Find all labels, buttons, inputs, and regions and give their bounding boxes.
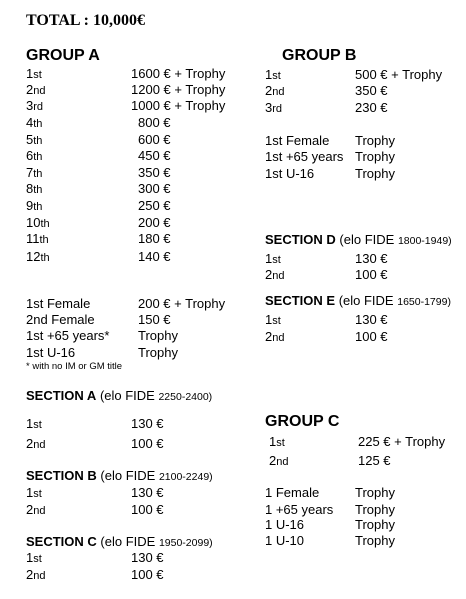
section-e-place	[265, 329, 284, 344]
section-b-amount	[131, 485, 164, 500]
group-a-special-category	[26, 312, 95, 327]
group-a-special-award	[138, 345, 178, 360]
group-c-special-award-value: Trophy	[355, 517, 395, 532]
section-d-amount-value: 130 €	[355, 251, 388, 266]
group-a-place	[26, 198, 42, 213]
section-b-elo-range: 2100-2249)	[158, 471, 213, 483]
group-a-place	[26, 82, 45, 97]
group-b-place-number: 3	[265, 100, 273, 115]
group-b-special-award-value: Trophy	[355, 149, 395, 164]
group-b-place-suffix: rd	[272, 103, 283, 115]
group-a-place-number: 5	[26, 132, 34, 147]
section-d-place	[265, 251, 281, 266]
section-a-place-number: 1	[26, 416, 34, 431]
section-e-amount	[355, 312, 388, 327]
group-a-place-suffix: th	[33, 118, 43, 130]
group-a-place-suffix: th	[33, 201, 43, 213]
section-d-place-number: 1	[265, 251, 273, 266]
group-a-place	[26, 98, 43, 113]
group-c-special-award-value: Trophy	[355, 502, 395, 517]
group-a-place-suffix: th	[33, 184, 43, 196]
section-a-elo-label: (elo FIDE	[99, 388, 155, 403]
group-b-special-category	[265, 166, 314, 181]
group-a-place-number: 11	[26, 231, 40, 246]
section-b-place-number: 1	[26, 485, 34, 500]
group-a-place	[26, 231, 49, 246]
section-c-heading	[26, 534, 213, 549]
section-a-amount-value: 130 €	[131, 416, 164, 431]
section-a-amount	[131, 416, 164, 431]
group-b-amount-value: 350 €	[355, 83, 388, 98]
group-c-special-category	[265, 502, 333, 517]
group-b-special-award-value: Trophy	[355, 166, 395, 181]
section-e-elo-range: 1650-1799)	[397, 296, 451, 308]
section-e-place-suffix: st	[272, 315, 281, 327]
group-a-place-suffix: th	[40, 218, 50, 230]
group-a-amount	[138, 181, 171, 196]
group-c-special-award	[355, 533, 395, 548]
group-a-amount-value: 450 €	[138, 148, 171, 163]
group-b-title: GROUP B	[282, 47, 357, 64]
section-d-place-suffix: nd	[272, 270, 285, 282]
group-b-place	[265, 100, 282, 115]
group-c-amount-value: 125 €	[358, 453, 391, 468]
group-a-title: GROUP A	[26, 47, 100, 64]
group-a-special-category	[26, 328, 109, 343]
group-c-special-category-label: 1 +65 years	[265, 502, 334, 517]
group-b-place	[265, 67, 281, 82]
group-a-special-award-value: Trophy	[138, 328, 178, 343]
section-d-place	[265, 267, 284, 282]
section-d-elo-label: (elo FIDE	[339, 232, 395, 247]
group-a-place-suffix: rd	[33, 101, 44, 113]
section-b-name: SECTION B	[26, 468, 97, 483]
group-a-place-number: 3	[26, 98, 34, 113]
group-a-place-number: 9	[26, 198, 34, 213]
group-c-special-award-value: Trophy	[355, 533, 395, 548]
group-a-place-number: 8	[26, 181, 34, 196]
group-a-special-category-label: 1st +65 years*	[26, 328, 110, 343]
group-a-footnote: * with no IM or GM title	[26, 361, 123, 372]
group-c-special-award-value: Trophy	[355, 485, 395, 500]
group-a-special-category	[26, 296, 90, 311]
group-b-place	[265, 83, 284, 98]
section-d-place-number: 2	[265, 267, 273, 282]
group-c-place-suffix: st	[276, 437, 285, 449]
section-a-place-number: 2	[26, 436, 34, 451]
group-a-place-number: 2	[26, 82, 34, 97]
group-c-special-category-label: 1 Female	[265, 485, 320, 500]
group-b-special-award-value: Trophy	[355, 133, 395, 148]
group-a-amount	[138, 148, 171, 163]
section-e-name: SECTION E	[265, 293, 336, 308]
group-a-amount-value: 800 €	[138, 115, 171, 130]
section-d-amount	[355, 267, 388, 282]
group-a-place	[26, 165, 42, 180]
group-a-place-number: 6	[26, 148, 34, 163]
group-c-place-suffix: nd	[276, 456, 289, 468]
group-a-place-number: 12	[26, 249, 41, 264]
section-d-place-suffix: st	[272, 254, 281, 266]
group-c-place-number: 1	[269, 434, 277, 449]
group-c-special-category-label: 1 U-10	[265, 533, 305, 548]
group-b-amount-value: 230 €	[355, 100, 388, 115]
section-e-place-suffix: nd	[272, 332, 285, 344]
group-a-place	[26, 66, 42, 81]
group-a-special-category-label: 1st Female	[26, 296, 91, 311]
group-a-amount	[138, 231, 171, 246]
section-e-heading	[265, 293, 451, 308]
section-c-place	[26, 567, 45, 582]
section-b-place	[26, 485, 42, 500]
section-c-place-suffix: nd	[33, 570, 46, 582]
group-b-amount	[355, 83, 388, 98]
group-a-place-number: 7	[26, 165, 34, 180]
section-a-place	[26, 416, 42, 431]
group-a-amount-value: 1200 € + Trophy	[131, 82, 226, 97]
group-a-place-suffix: th	[33, 151, 43, 163]
group-a-amount-value: 1000 € + Trophy	[131, 98, 226, 113]
section-e-place-number: 1	[265, 312, 273, 327]
group-b-place-number: 1	[265, 67, 273, 82]
group-a-special-award-value: 150 €	[138, 312, 171, 327]
section-e-amount-value: 100 €	[355, 329, 388, 344]
group-b-place-number: 2	[265, 83, 273, 98]
group-a-amount	[138, 215, 171, 230]
group-c-special-category-label: 1 U-16	[265, 517, 305, 532]
group-a-amount-value: 140 €	[138, 249, 171, 264]
section-d-heading	[265, 232, 452, 247]
group-b-special-category	[265, 149, 343, 164]
group-c-special-award	[355, 485, 395, 500]
section-c-amount-value: 130 €	[131, 550, 164, 565]
group-c-special-category	[265, 533, 304, 548]
group-b-special-award	[355, 149, 395, 164]
group-a-place-suffix: st	[33, 69, 42, 81]
section-a-place	[26, 436, 45, 451]
section-b-place-suffix: nd	[33, 505, 46, 517]
section-c-elo-range: 1950-2099)	[158, 537, 213, 549]
section-c-amount	[131, 550, 164, 565]
group-a-place-number: 1	[26, 66, 34, 81]
group-a-amount	[131, 98, 225, 113]
total-prize-fund: TOTAL : 10,000€	[26, 12, 145, 29]
group-a-place-number: 10	[26, 215, 41, 230]
section-b-amount-value: 100 €	[131, 502, 164, 517]
section-d-elo-range: 1800-1949)	[397, 235, 452, 247]
group-a-place	[26, 132, 42, 147]
group-a-place	[26, 249, 50, 264]
group-a-amount	[138, 115, 171, 130]
section-d-amount	[355, 251, 388, 266]
group-c-place	[269, 453, 288, 468]
group-a-special-award-value: 200 € + Trophy	[138, 296, 226, 311]
group-a-amount	[131, 66, 225, 81]
group-a-amount-value: 300 €	[138, 181, 171, 196]
group-a-place-suffix: nd	[33, 85, 46, 97]
group-a-special-category-label: 1st U-16	[26, 345, 76, 360]
group-b-special-category-label: 1st Female	[265, 133, 330, 148]
group-b-special-award	[355, 166, 395, 181]
group-a-special-category-label: 2nd Female	[26, 312, 95, 327]
section-d-name: SECTION D	[265, 232, 336, 247]
group-b-amount-value: 500 € + Trophy	[355, 67, 443, 82]
section-e-place-number: 2	[265, 329, 273, 344]
section-c-amount-value: 100 €	[131, 567, 164, 582]
group-c-amount-value: 225 € + Trophy	[358, 434, 446, 449]
section-c-elo-label: (elo FIDE	[100, 534, 156, 549]
group-b-special-category-label: 1st +65 years	[265, 149, 344, 164]
section-c-amount	[131, 567, 164, 582]
section-e-place	[265, 312, 281, 327]
group-a-place-suffix: th	[33, 135, 43, 147]
group-a-amount	[138, 198, 171, 213]
group-c-special-category	[265, 517, 304, 532]
group-b-amount	[355, 67, 442, 82]
group-a-amount	[138, 165, 171, 180]
group-b-special-award	[355, 133, 395, 148]
group-b-special-category-label: 1st U-16	[265, 166, 315, 181]
group-a-amount	[138, 249, 171, 264]
section-b-place	[26, 502, 45, 517]
section-b-elo-label: (elo FIDE	[100, 468, 156, 483]
section-a-heading	[26, 388, 212, 403]
section-c-place-number: 2	[26, 567, 34, 582]
group-c-special-award	[355, 502, 395, 517]
section-b-place-suffix: st	[33, 488, 42, 500]
group-a-special-category	[26, 345, 75, 360]
group-a-amount	[131, 82, 225, 97]
group-a-amount-value: 350 €	[138, 165, 171, 180]
group-a-amount	[138, 132, 171, 147]
section-a-amount	[131, 436, 164, 451]
group-c-amount	[358, 453, 391, 468]
group-a-place	[26, 148, 42, 163]
section-c-place-suffix: st	[33, 553, 42, 565]
group-c-place	[269, 434, 285, 449]
group-a-place-number: 4	[26, 115, 34, 130]
group-c-title: GROUP C	[265, 413, 340, 430]
section-a-elo-range: 2250-2400)	[158, 391, 213, 403]
section-d-amount-value: 100 €	[355, 267, 388, 282]
group-b-amount	[355, 100, 388, 115]
section-e-amount	[355, 329, 388, 344]
section-b-amount-value: 130 €	[131, 485, 164, 500]
group-a-place	[26, 115, 42, 130]
group-a-place	[26, 181, 42, 196]
section-a-place-suffix: st	[33, 419, 42, 431]
group-a-amount-value: 180 €	[138, 231, 171, 246]
section-b-place-number: 2	[26, 502, 34, 517]
group-b-special-category	[265, 133, 329, 148]
section-e-elo-label: (elo FIDE	[338, 293, 394, 308]
group-b-place-suffix: nd	[272, 86, 285, 98]
group-c-special-category	[265, 485, 319, 500]
section-a-place-suffix: nd	[33, 439, 46, 451]
group-a-amount-value: 200 €	[138, 215, 171, 230]
group-b-place-suffix: st	[272, 70, 281, 82]
group-c-special-award	[355, 517, 395, 532]
section-e-amount-value: 130 €	[355, 312, 388, 327]
section-b-heading	[26, 468, 213, 483]
group-a-special-award	[138, 328, 178, 343]
section-c-place-number: 1	[26, 550, 34, 565]
group-a-special-award-value: Trophy	[138, 345, 178, 360]
group-a-place-suffix: th	[40, 252, 50, 264]
group-a-special-award	[138, 312, 171, 327]
section-c-place	[26, 550, 42, 565]
section-b-amount	[131, 502, 164, 517]
group-a-place-suffix: th	[33, 168, 43, 180]
group-c-place-number: 2	[269, 453, 277, 468]
group-a-place-suffix: th	[39, 234, 49, 246]
group-a-place	[26, 215, 50, 230]
group-c-amount	[358, 434, 445, 449]
section-c-name: SECTION C	[26, 534, 97, 549]
section-a-name: SECTION A	[26, 388, 97, 403]
group-a-amount-value: 600 €	[138, 132, 171, 147]
section-a-amount-value: 100 €	[131, 436, 164, 451]
group-a-special-award	[138, 296, 225, 311]
group-a-amount-value: 250 €	[138, 198, 171, 213]
group-a-amount-value: 1600 € + Trophy	[131, 66, 226, 81]
